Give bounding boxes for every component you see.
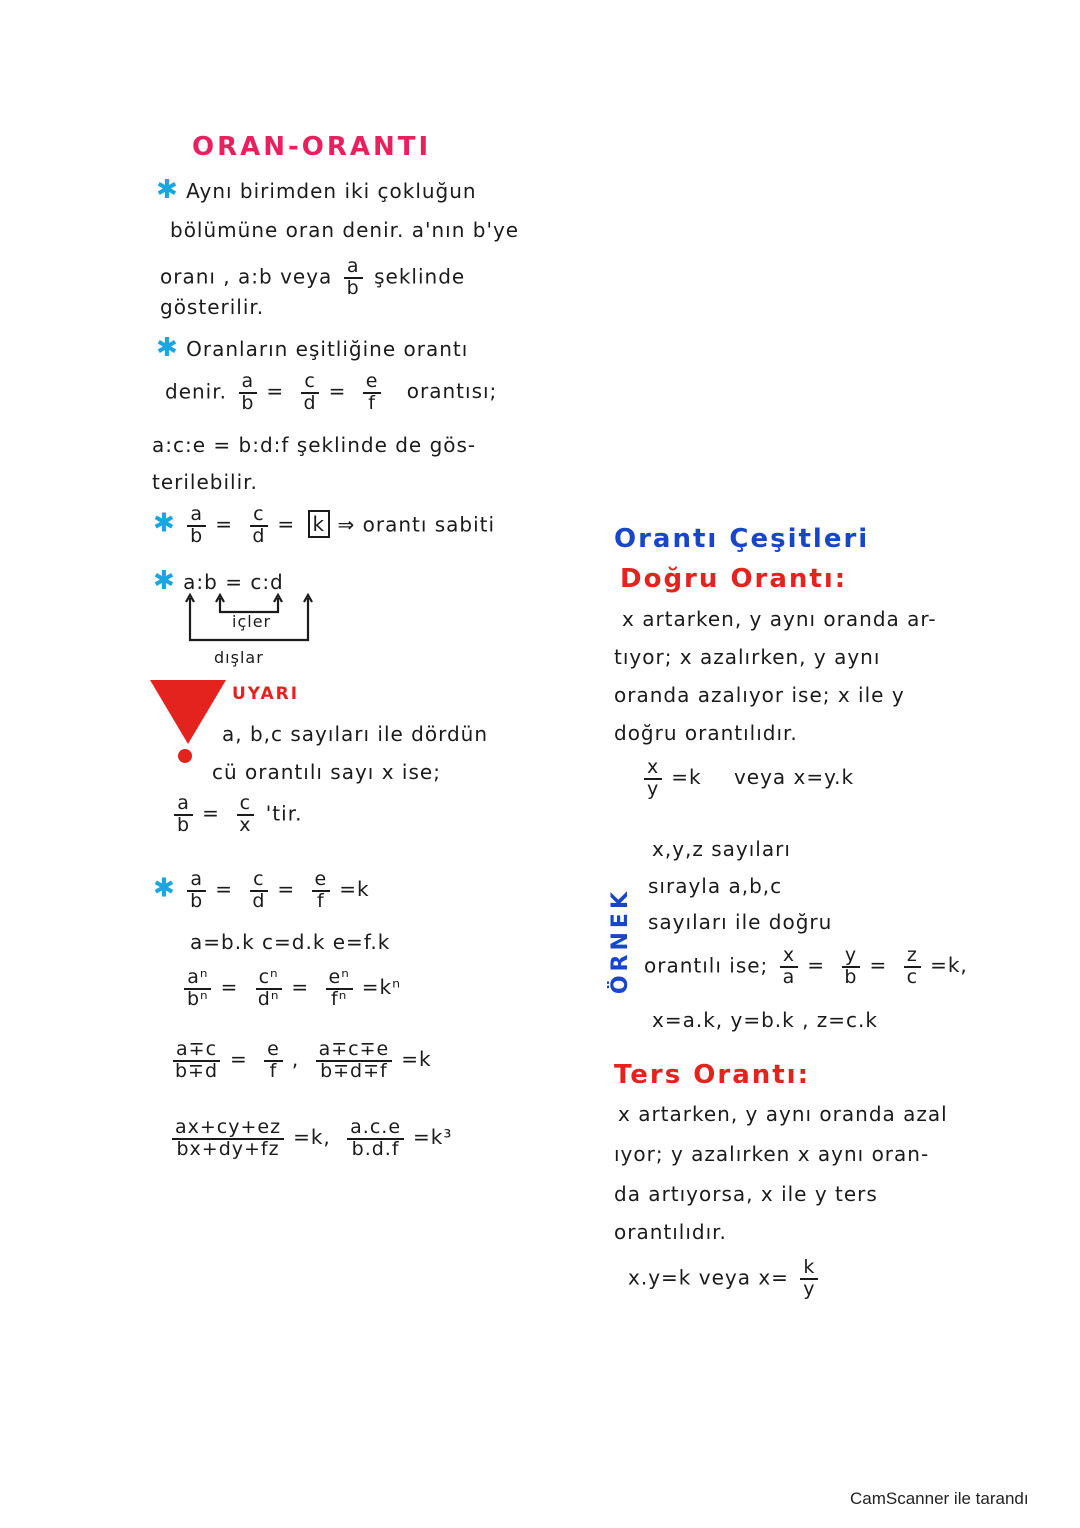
text-line: bölümüne oran denir. a'nın b'ye	[170, 218, 520, 242]
text-line: Aynı birimden iki çokluğun	[186, 179, 477, 203]
asterisk-icon: ✱	[153, 566, 176, 596]
scanner-footer: CamScanner ile tarandı	[850, 1489, 1029, 1508]
text-line	[160, 257, 465, 299]
text-line: x artarken, y aynı oranda azal	[618, 1102, 948, 1126]
text-line: sayıları ile doğru	[648, 910, 833, 934]
ters-oranti-heading: Ters Orantı:	[614, 1060, 810, 1090]
text-part: oranı , a:b veya	[160, 264, 333, 289]
asterisk-icon: ✱	[156, 333, 179, 363]
text-line: x,y,z sayıları	[652, 837, 791, 861]
uyari-formula: $\frac{a}{b}$ = $\frac{c}{x}$ 'tir.	[170, 794, 302, 836]
text-line: sırayla a,b,c	[648, 874, 783, 898]
text-line: cü orantılı sayı x ise;	[212, 760, 441, 784]
text-part: 'tir.	[265, 801, 303, 826]
text-part: denir.	[165, 379, 227, 404]
asterisk-icon: ✱	[156, 175, 179, 205]
text-line: doğru orantılıdır.	[614, 721, 798, 745]
asterisk-icon: ✱	[153, 508, 176, 539]
text-part: orantılı ise;	[644, 953, 769, 978]
ornek-result: x=a.k, y=b.k , z=c.k	[652, 1008, 878, 1032]
formula-row: a=b.k c=d.k e=f.k	[190, 930, 391, 954]
warning-icon	[150, 680, 228, 764]
ters-formula: x.y=k veya x= $\frac{k}{y}$	[628, 1258, 823, 1300]
fraction: $\frac{c}{d}$	[301, 372, 320, 414]
text-part: a:b = c:d	[183, 570, 284, 594]
oranti-sabiti-formula: ✱ $\frac{a}{b}$ = $\frac{c}{d}$ = k ⇒ orantı sabiti	[153, 503, 496, 547]
text-line: terilebilir.	[152, 470, 258, 494]
text-line: tıyor; x azalırken, y aynı	[614, 645, 881, 669]
paragraph-oranti	[156, 333, 468, 363]
text-line: gösterilir.	[160, 295, 265, 319]
paragraph-oran-1	[156, 175, 477, 205]
text-part: şeklinde	[374, 264, 466, 289]
dislar-label: dışlar	[214, 648, 264, 667]
equal-ratios-formula: ✱ $\frac{a}{b}$ = $\frac{c}{d}$ = $\frac{e}{f}$ =k	[153, 868, 370, 912]
text-line: denir. $\frac{a}{b}$ = $\frac{c}{d}$ = $\frac{e}{f}$ orantısı;	[165, 370, 498, 414]
text-part: veya x=y.k	[733, 765, 855, 790]
page-title: ORAN-ORANTI	[192, 132, 432, 162]
section-heading: Orantı Çeşitleri	[614, 524, 870, 554]
icler-label: içler	[232, 612, 272, 631]
text-line: ıyor; y azalırken x aynı oran-	[614, 1142, 930, 1166]
dogru-formula: $\frac{x}{y}$ =k veya x=y.k	[640, 758, 854, 800]
text-line: oranda azalıyor ise; x ile y	[614, 683, 905, 707]
text-part: orantı sabiti	[362, 512, 496, 537]
text-line: orantılıdır.	[614, 1220, 727, 1244]
text-line: Oranların eşitliğine orantı	[186, 337, 469, 361]
sum-formula: $\frac{a\mp c}{b\mp d}$ = $\frac{e}{f}$ , $\frac{a\mp c\mp e}{b\mp d\mp f}$ =k	[175, 1038, 432, 1082]
uyari-label: UYARI	[232, 684, 300, 704]
text-part: x.y=k veya x=	[628, 1265, 789, 1290]
text-line: a:c:e = b:d:f şeklinde de gös-	[152, 433, 477, 457]
fraction: $\frac{a}{b}$	[238, 372, 257, 414]
asterisk-icon: ✱	[153, 873, 176, 904]
ornek-formula: orantılı ise; $\frac{x}{a}$ = $\frac{y}{b}$ = $\frac{z}{c}$ =k,	[644, 944, 968, 988]
text-part: orantısı;	[406, 379, 498, 404]
text-line: da artıyorsa, x ile y ters	[614, 1182, 878, 1206]
dogru-oranti-heading: Doğru Orantı:	[620, 564, 848, 594]
text-line: x artarken, y aynı oranda ar-	[622, 607, 937, 631]
fraction-a-b: $\frac{a}{b}$	[344, 257, 363, 299]
implies-arrow-icon: ⇒	[337, 512, 356, 537]
linear-product-formula: $\frac{ax+cy+ez}{bx+dy+fz}$ =k, $\frac{a.c.e}{b.d.f}$ =k³	[168, 1118, 457, 1160]
fraction: $\frac{e}{f}$	[363, 372, 382, 414]
ornek-label: ÖRNEK	[608, 888, 633, 995]
text-line: a, b,c sayıları ile dördün	[222, 722, 489, 746]
power-formula: $\frac{\text{aⁿ}}{\text{bⁿ}}$ = $\frac{\text{cⁿ}}{\text{dⁿ}}$ = $\frac{\text{eⁿ}}{\text{fⁿ}}$ =kⁿ	[180, 968, 406, 1010]
boxed-k: k	[308, 510, 331, 538]
